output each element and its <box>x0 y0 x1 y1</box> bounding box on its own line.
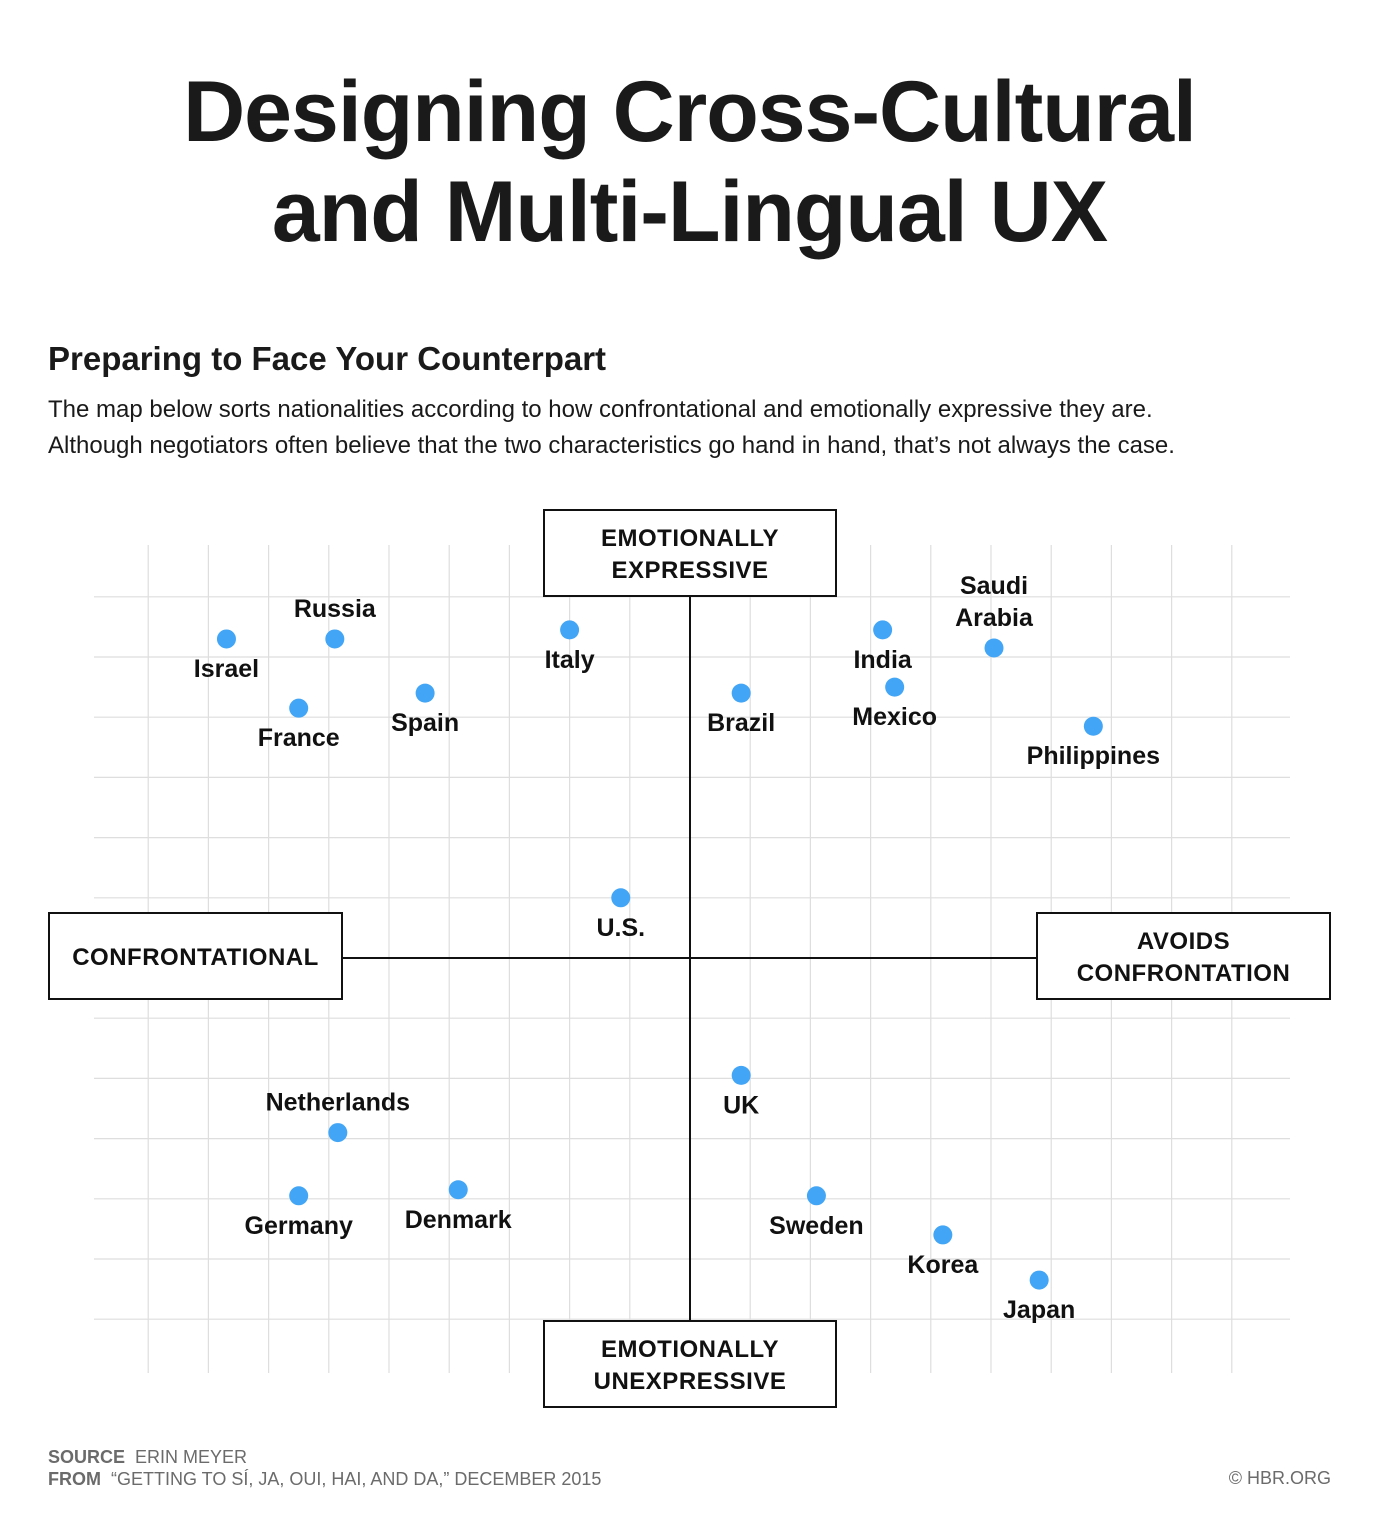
data-point-brazil <box>707 684 775 738</box>
point-label: Arabia <box>955 603 1033 632</box>
point-label: France <box>257 724 340 753</box>
axis-label-bottom-text: UNEXPRESSIVE <box>593 1368 787 1395</box>
point-marker <box>328 1123 347 1142</box>
axis-label-right-text: CONFRONTATION <box>1076 960 1291 987</box>
point-marker <box>611 888 630 907</box>
point-label: Italy <box>544 645 595 674</box>
page-title-line-1: Designing Cross-Cultural <box>183 64 1196 160</box>
data-point-saudi-arabia <box>955 572 1034 658</box>
axis-label-right <box>1037 913 1330 999</box>
data-point-uk <box>723 1066 759 1120</box>
point-marker <box>1084 717 1103 736</box>
data-point-israel <box>194 629 259 683</box>
axis-label-top-text: EMOTIONALLY <box>601 525 779 552</box>
point-marker <box>416 684 435 703</box>
point-label: Philippines <box>1026 742 1161 771</box>
data-point-u-s <box>596 888 645 942</box>
point-label: U.S. <box>596 913 646 942</box>
point-marker <box>217 629 236 648</box>
data-point-mexico <box>852 678 937 732</box>
chart-title: Preparing to Face Your Counterpart <box>48 340 607 377</box>
chart-description-line-1: The map below sorts nationalities according to how confrontational and emotionally expressive they are. <box>48 396 1153 423</box>
point-marker <box>1030 1271 1049 1290</box>
point-marker <box>933 1225 952 1244</box>
axis-label-top <box>544 510 836 596</box>
data-point-italy <box>545 620 595 674</box>
data-point-denmark <box>405 1180 512 1234</box>
from-row <box>48 1468 601 1490</box>
axis-label-left <box>49 913 342 999</box>
point-label: Japan <box>1003 1296 1076 1325</box>
point-label: Korea <box>907 1250 979 1279</box>
point-label: India <box>853 645 912 674</box>
data-point-korea <box>907 1225 979 1279</box>
source-row <box>48 1446 601 1468</box>
data-point-philippines <box>1027 717 1160 771</box>
chart-description-line-2: Although negotiators often believe that the two characteristics go hand in hand, that’s not always the case. <box>48 432 1175 459</box>
from-value: “GETTING TO SÍ, JA, OUI, HAI, AND DA,” DECEMBER 2015 <box>111 1469 602 1489</box>
point-label: Sweden <box>769 1211 864 1240</box>
point-marker <box>289 699 308 718</box>
point-label: Mexico <box>852 703 938 732</box>
point-marker <box>885 678 904 697</box>
data-point-netherlands <box>266 1089 410 1143</box>
from-key: FROM <box>48 1469 101 1489</box>
data-point-russia <box>294 595 377 649</box>
source-value: ERIN MEYER <box>135 1447 248 1467</box>
point-label: Russia <box>293 594 376 623</box>
point-marker <box>807 1186 826 1205</box>
page-title-line-2: and Multi-Lingual UX <box>271 164 1108 260</box>
point-label: Israel <box>193 654 260 683</box>
data-point-india <box>853 620 912 674</box>
point-marker <box>732 1066 751 1085</box>
point-label: Netherlands <box>265 1088 411 1117</box>
point-marker <box>732 684 751 703</box>
source-key: SOURCE <box>48 1447 126 1467</box>
point-marker <box>985 638 1004 657</box>
point-marker <box>449 1180 468 1199</box>
footer-credits <box>48 1446 601 1490</box>
point-label: UK <box>723 1091 760 1120</box>
point-marker <box>289 1186 308 1205</box>
data-point-france <box>258 699 340 753</box>
axis-label-right-text: AVOIDS <box>1136 928 1231 955</box>
data-point-sweden <box>769 1186 863 1240</box>
axis-label-left-text: CONFRONTATIONAL <box>72 944 319 971</box>
axis-label-top-text: EXPRESSIVE <box>611 557 769 584</box>
point-label: Saudi <box>959 571 1029 600</box>
data-point-germany <box>245 1186 353 1240</box>
data-point-japan <box>1003 1271 1075 1325</box>
point-label: Brazil <box>707 709 776 738</box>
point-label: Denmark <box>404 1205 512 1234</box>
axis-label-bottom <box>544 1321 836 1407</box>
point-marker <box>325 629 344 648</box>
axis-label-bottom-text: EMOTIONALLY <box>601 1336 779 1363</box>
point-marker <box>560 620 579 639</box>
copyright: © HBR.ORG <box>1228 1468 1331 1488</box>
point-label: Germany <box>244 1211 353 1240</box>
point-marker <box>873 620 892 639</box>
point-label: Spain <box>391 709 460 738</box>
